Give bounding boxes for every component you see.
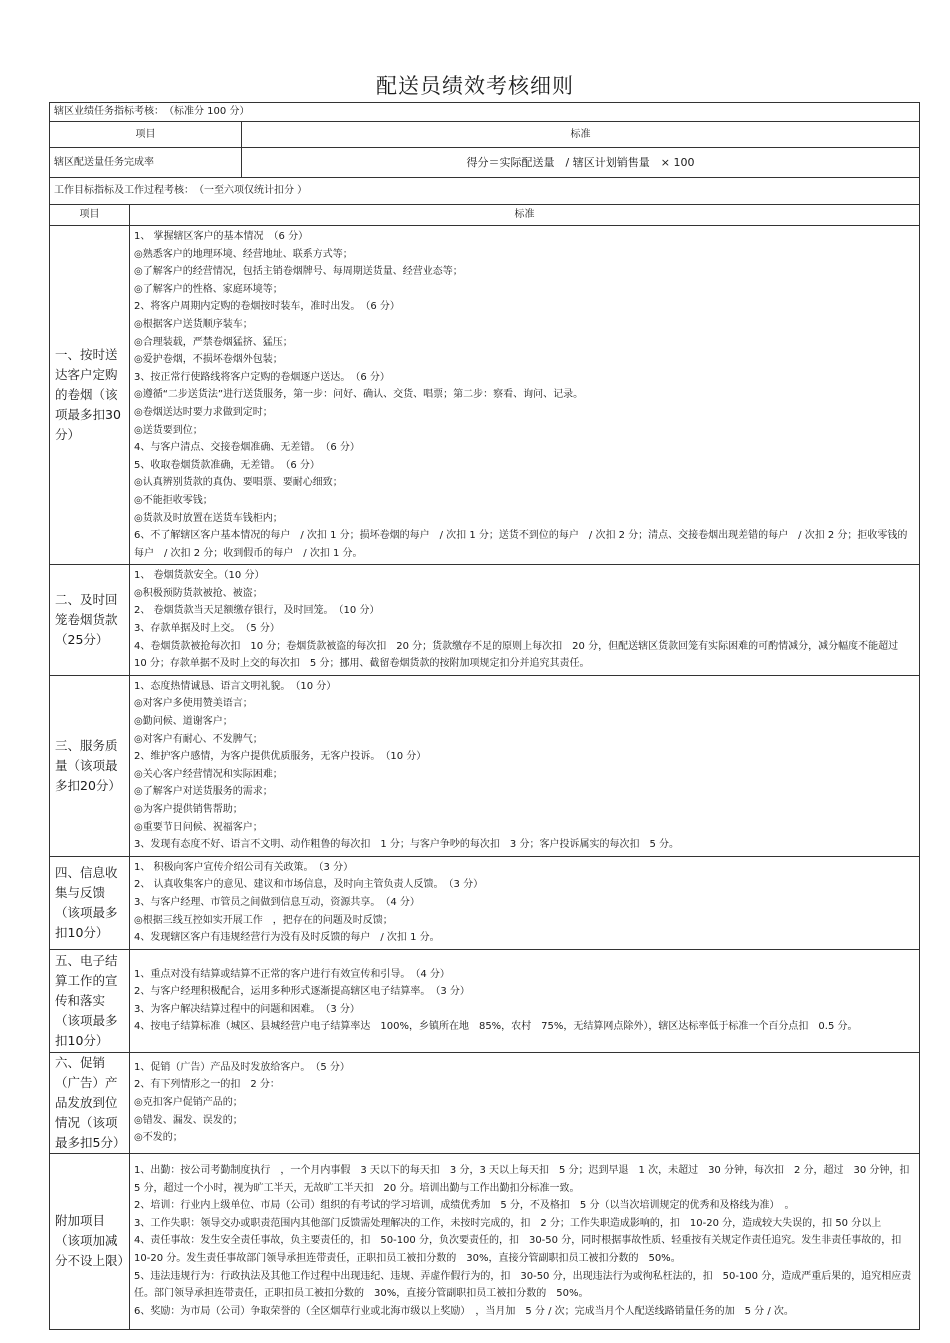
standard-line: ◎重要节日问候、祝福客户；: [134, 821, 263, 833]
section1-heading-row: [50, 103, 920, 122]
standard-line: 3、存款单据及时上交。 （5 分）: [134, 623, 280, 635]
standard-line: ◎对客户有耐心、不发脾气；: [134, 733, 263, 745]
standard-line: ◎卷烟送达时要力求做到定时；: [134, 406, 273, 418]
standard-line: 6、不了解辖区客户基本情况的每户 / 次扣 1 分；损坏卷烟的每户 / 次扣 1 分；送货不到位的每户 / 次扣 2 分；清点、交接卷烟出现差错的每户 / 次扣 2 分；拒收零钱的每户 / 次扣 2 分；收到假币的每户 / 次扣 1 分。: [134, 530, 908, 559]
standard-line: 1、 卷烟货款安全。（10 分）: [134, 570, 265, 582]
standard-line: 3、发现有态度不好、语言不文明、动作粗鲁的每次扣 1 分；与客户争吵的每次扣 3 分；客户投诉属实的每次扣 5 分。: [134, 839, 679, 851]
standard-line: 5、违法违规行为：行政执法及其他工作过程中出现违纪、违规、弄虚作假行为的，扣 30-50 分，出现违法行为或徇私枉法的，扣 50-100 分，造成严重后果的，追究相应责任。部门领导承担连带责任，正职扣员工被扣分数的 30%，直接分管副职扣员工被扣分数的 50%。: [134, 1270, 912, 1300]
section2-heading: 工作目标指标及工作过程考核： （一至六项仅统计扣分 ）: [50, 178, 920, 205]
standard-line: ◎爱护卷烟，不损坏卷烟外包装；: [134, 354, 283, 366]
standard-line: ◎不能拒收零钱；: [134, 494, 213, 506]
criteria-row: [50, 565, 920, 676]
standard-line: 3、工作失职：领导交办或职责范围内其他部门反馈需处理解决的工作，未按时完成的，扣 2 分；工作失职造成影响的，扣 10-20 分，造成较大失误的，扣 50 分以上: [134, 1217, 882, 1229]
criteria-item-label: 三、服务质量（该项最多扣20分）: [50, 675, 130, 856]
standard-line: ◎错发、漏发、误发的；: [134, 1114, 243, 1126]
standard-line: 2、与客户经理积极配合，运用多种形式逐渐提高辖区电子结算率。 （3 分）: [134, 986, 470, 998]
section2-col-item: 项目: [50, 205, 130, 226]
criteria-item-label: 一、按时送达客户定购的卷烟（该项最多扣30分）: [50, 226, 130, 565]
standard-line: ◎了解客户的性格、家庭环境等；: [134, 283, 283, 295]
standard-line: 4、发现辖区客户有违规经营行为没有及时反馈的每户 / 次扣 1 分。: [134, 932, 440, 944]
standard-line: 2、维护客户感情，为客户提供优质服务，无客户投诉。 （10 分）: [134, 751, 427, 763]
standard-line: 1、出勤：按公司考勤制度执行 ，一个月内事假 3 天以下的每天扣 3 分，3 天以上每天扣 5 分；迟到早退 1 次，未超过 30 分钟，每次扣 2 分，超过 30 分钟，扣 5 分，超过一个小时，视为旷工半天，无故旷工半天扣 20 分。培训出勤与工作出勤扣分标准一致。: [134, 1165, 910, 1194]
standard-line: ◎合理装载，严禁卷烟猛挤、猛压；: [134, 336, 293, 348]
standard-line: 1、 积极向客户宣传介绍公司有关政策。 （3 分）: [134, 861, 354, 873]
standard-line: 6、奖励：为市局（公司）争取荣誉的（全区烟草行业或北海市级以上奖励） ，当月加 5 分 / 次；完成当月个人配送线路销量任务的加 5 分 / 次。: [134, 1305, 794, 1317]
standard-line: 4、按电子结算标准（城区、县城经营户电子结算率达 100%，乡镇所在地 85%，农村 75%，无结算网点除外），辖区达标率低于标准一个百分点扣 0.5 分。: [134, 1021, 858, 1033]
standard-line: ◎送货要到位；: [134, 424, 203, 436]
criteria-standard: [130, 565, 920, 676]
section1-row-standard: 得分＝实际配送量 / 辖区计划销售量 × 100: [242, 148, 920, 178]
standard-line: 3、与客户经理、市管员之间做到信息互动，资源共享。 （4 分）: [134, 896, 420, 908]
criteria-row: [50, 226, 920, 565]
section1-col-standard: 标准: [242, 122, 920, 148]
standard-line: 1、促销（广告）产品及时发放给客户。 （5 分）: [134, 1061, 350, 1073]
section1-row-item: 辖区配送量任务完成率: [50, 148, 242, 178]
standard-line: 2、有下列情形之一的扣 2 分：: [134, 1079, 280, 1091]
criteria-item-label: 二、及时回笼卷烟货款（25分）: [50, 565, 130, 676]
section1-data-row: [50, 148, 920, 178]
standard-line: ◎认真辨别货款的真伪、要唱票、要耐心细致；: [134, 477, 343, 489]
standard-line: 1、态度热情诚恳、语言文明礼貌。 （10 分）: [134, 680, 337, 692]
standard-line: ◎积极预防货款被抢、被盗；: [134, 587, 263, 599]
assessment-table: [49, 102, 920, 1330]
standard-line: 4、卷烟货款被抢每次扣 10 分；卷烟货款被盗的每次扣 20 分；货款缴存不足的原则上每次扣 20 分，但配送辖区货款回笼有实际困难的可酌情减分，减分幅度不能超过 10 分；存款单据不及时上交的每次扣 5 分；挪用、截留卷烟货款的按附加项规定扣分并追究其责任。: [134, 640, 909, 670]
section1-header-row: [50, 122, 920, 148]
standard-line: ◎了解客户的经营情况，包括主销卷烟牌号、每周期送货量、经营业态等；: [134, 266, 463, 278]
standard-line: 3、为客户解决结算过程中的问题和困难。 （3 分）: [134, 1003, 360, 1015]
standard-line: ◎了解客户对送货服务的需求；: [134, 786, 273, 798]
standard-line: 3、按正常行使路线将客户定购的卷烟逐户送达。 （6 分）: [134, 371, 390, 383]
criteria-row: [50, 1153, 920, 1329]
criteria-standard: [130, 226, 920, 565]
standard-line: ◎为客户提供销售帮助；: [134, 804, 243, 815]
section2-heading-row: [50, 178, 920, 205]
standard-line: ◎不发的；: [134, 1132, 183, 1144]
standard-line: 2、培训：行业内上级单位、市局（公司）组织的有考试的学习培训，成绩优秀加 5 分，不及格扣 5 分（以当次培训规定的优秀和及格线为准） 。: [134, 1200, 795, 1212]
criteria-row: [50, 856, 920, 949]
criteria-standard: [130, 856, 920, 949]
criteria-item-label: 附加项目（该项加减分不设上限）: [50, 1153, 130, 1329]
page-title: 配送员绩效考核细则: [376, 74, 574, 98]
standard-line: ◎关心客户经营情况和实际困难；: [134, 768, 283, 780]
section1-col-item: 项目: [50, 122, 242, 148]
standard-line: ◎熟悉客户的地理环境、经营地址、联系方式等；: [134, 248, 353, 260]
standard-line: 4、与客户清点、交接卷烟准确、无差错。 （6 分）: [134, 442, 360, 454]
criteria-item-label: 五、电子结算工作的宣传和落实（该项最多扣10分）: [50, 949, 130, 1052]
criteria-standard: [130, 949, 920, 1052]
standard-line: 2、 认真收集客户的意见、建议和市场信息，及时向主管负责人反馈。 （3 分）: [134, 879, 484, 891]
criteria-standard: [130, 675, 920, 856]
standard-line: ◎对客户多使用赞美语言；: [134, 698, 253, 710]
criteria-standard: [130, 1052, 920, 1153]
standard-line: 4、责任事故：发生安全责任事故，负主要责任的，扣 50-100 分，负次要责任的，扣 30-50 分，同时根据事故性质、轻重按有关规定作责任追究。发生非责任事故的，扣 10-20 分。发生责任事故部门领导承担连带责任，正职扣员工被扣分数的 30%，直接分管副职扣员工被扣分数的 50%。: [134, 1235, 912, 1265]
section1-heading: 辖区业绩任务指标考核： （标准分 100 分）: [50, 103, 920, 122]
standard-line: ◎勤问候、道谢客户；: [134, 716, 233, 728]
standard-line: ◎克扣客户促销产品的；: [134, 1096, 243, 1108]
section2-header-row: [50, 205, 920, 226]
standard-line: ◎货款及时放置在送货车钱柜内；: [134, 512, 283, 524]
criteria-row: [50, 949, 920, 1052]
section2-col-standard: 标准: [130, 205, 920, 226]
standard-line: 2、 卷烟货款当天足额缴存银行，及时回笼。 （10 分）: [134, 605, 380, 617]
standard-line: 1、 掌握辖区客户的基本情况 （6 分）: [134, 231, 309, 242]
standard-line: 2、将客户周期内定购的卷烟按时装车，准时出发。 （6 分）: [134, 301, 400, 313]
standard-line: ◎根据客户送货顺序装车；: [134, 318, 253, 330]
criteria-item-label: 六、促销（广告）产品发放到位情况（该项最多扣5分）: [50, 1052, 130, 1153]
criteria-standard: [130, 1153, 920, 1329]
criteria-row: [50, 1052, 920, 1153]
criteria-item-label: 四、信息收集与反馈（该项最多扣10分）: [50, 856, 130, 949]
standard-line: ◎根据三线互控如实开展工作 ，把存在的问题及时反馈；: [134, 914, 393, 926]
standard-line: 1、重点对没有结算或结算不正常的客户进行有效宣传和引导。 （4 分）: [134, 968, 450, 980]
standard-line: ◎遵循“二步送货法”进行送货服务，第一步：问好、确认、交货、唱票；第二步：察看、询问、记录。: [134, 389, 584, 401]
criteria-row: [50, 675, 920, 856]
standard-line: 5、收取卷烟货款准确，无差错。 （6 分）: [134, 459, 320, 471]
